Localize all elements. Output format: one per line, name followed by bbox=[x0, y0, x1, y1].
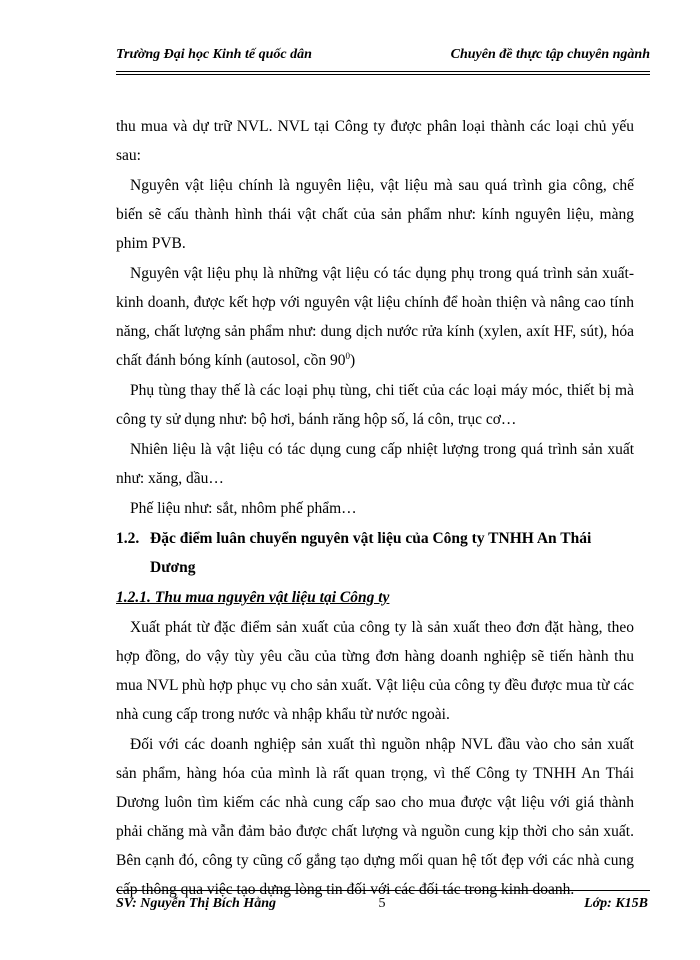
paragraph-scrap: Phế liệu như: sắt, nhôm phế phẩm… bbox=[130, 500, 357, 517]
paragraph-main-materials: Nguyên vật liệu chính là nguyên liệu, vật liệu mà sau quá trình gia công, chế biến sẽ cấu thành hình thái vật chất của sản phẩm như: kính nguyên liệu, màng phim PVB. bbox=[116, 177, 634, 252]
page-header bbox=[116, 47, 650, 71]
degree-superscript: 0 bbox=[345, 350, 350, 361]
footer-class: Lớp: K15B bbox=[584, 896, 648, 911]
subsection-heading-1-2-1 bbox=[116, 583, 634, 612]
subsection-title: 1.2.1. Thu mua nguyên vật liệu tại Công ty bbox=[116, 589, 390, 606]
footer-student-name: SV: Nguyễn Thị Bích Hằng bbox=[116, 896, 276, 911]
section-title: Đặc điểm luân chuyển nguyên vật liệu của Công ty TNHH An Thái bbox=[150, 530, 592, 547]
paragraph-spare-parts: Phụ tùng thay thế là các loại phụ tùng, chi tiết của các loại máy móc, thiết bị mà công ty sử dụng như: bộ hơi, bánh răng hộp số, lá côn, trục cơ… bbox=[116, 382, 634, 428]
page-footer bbox=[116, 896, 648, 918]
section-title-continuation: Dương bbox=[150, 559, 196, 576]
footer-divider bbox=[116, 890, 650, 891]
paragraph-auxiliary-materials bbox=[116, 259, 634, 375]
footer-page-number: 5 bbox=[378, 896, 386, 911]
header-university: Trường Đại học Kinh tế quốc dân bbox=[116, 47, 312, 62]
paragraph-suppliers: Đối với các doanh nghiệp sản xuất thì nguồn nhập NVL đầu vào cho sản xuất sản phẩm, hàng hóa của mình là rất quan trọng, vì thế Công ty TNHH An Thái Dương luôn tìm kiếm các nhà cung cấp sao cho mua được vật liệu với giá thành phải chăng mà vẫn đảm bảo được chất lượng và nguồn cung kịp thời cho sản xuất. Bên cạnh đó, công ty cũng cố gắng tạo dựng mối quan hệ tốt đẹp với các nhà cung cấp thông qua việc tạo dựng lòng tin đối với các đối tác trong kinh doanh. bbox=[116, 736, 634, 898]
page-body bbox=[116, 112, 634, 904]
paragraph-fuel: Nhiên liệu là vật liệu có tác dụng cung cấp nhiệt lượng trong quá trình sản xuất như: xăng, dầu… bbox=[116, 441, 634, 487]
header-report-title: Chuyên đề thực tập chuyên ngành bbox=[450, 47, 650, 62]
auxiliary-text-end: ) bbox=[349, 352, 356, 369]
paragraph-intro: thu mua và dự trữ NVL. NVL tại Công ty được phân loại thành các loại chủ yếu sau: bbox=[116, 118, 634, 164]
header-divider-secondary bbox=[116, 74, 650, 75]
auxiliary-text: Nguyên vật liệu phụ là những vật liệu có tác dụng phụ trong quá trình sản xuất- kinh doanh, được kết hợp với nguyên vật liệu chính để hoàn thiện và nâng cao tính năng, chất lượng sản phẩm như: dung dịch nước rửa kính (xylen, axít HF, sút), hóa chất đánh bóng kính (autosol, cồn 90 bbox=[116, 265, 634, 369]
paragraph-procurement: Xuất phát từ đặc điểm sản xuất của công ty là sản xuất theo đơn đặt hàng, theo hợp đồng, do vậy tùy yêu cầu của từng đơn hàng doanh nghiệp sẽ tiến hành thu mua NVL phù hợp phục vụ cho sản xuất. Vật liệu của công ty đều được mua từ các nhà cung cấp trong nước và nhập khẩu từ nước ngoài. bbox=[116, 619, 634, 723]
header-divider bbox=[116, 71, 650, 72]
section-heading-1-2 bbox=[116, 524, 634, 553]
section-number: 1.2. bbox=[116, 530, 140, 547]
